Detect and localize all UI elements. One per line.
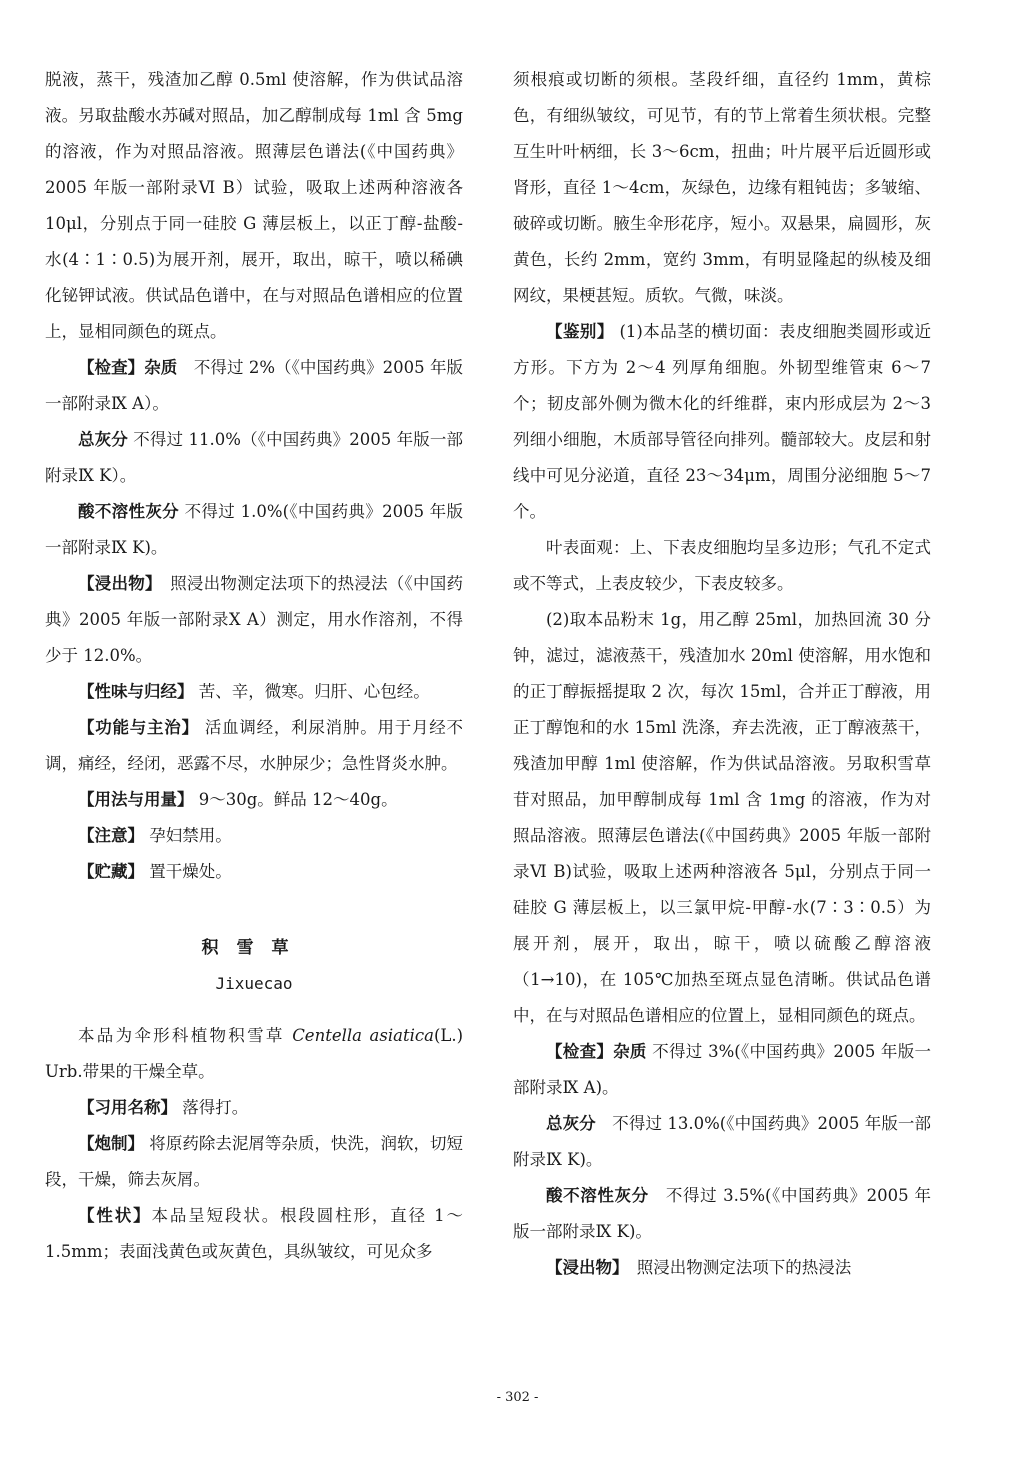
text-extract: 照浸出物测定法项下的热浸法（《中国药典》2005 年版一部附录Ⅹ A）测定，用水作溶剂，不得少于 12.0%。 [45,574,464,665]
paragraph-intro [45,1018,463,1090]
monograph-title-block [45,930,463,1002]
latin-name: Centella asiatica [292,1026,434,1045]
text-intro-a: 本品为伞形科植物积雪草 [78,1026,293,1045]
text-total-ash: 不得过 13.0%(《中国药典》2005 年版一部附录Ⅸ K)。 [513,1114,932,1169]
paragraph-extract [513,1250,931,1286]
label-total-ash: 总灰分 [546,1114,596,1133]
section-label-function: 【功能与主治】 [78,718,199,737]
paragraph-alias [45,1090,463,1126]
section-label-note: 【注意】 [78,826,144,845]
text-function: 活血调经，利尿消肿。用于月经不调，痛经，经闭，恶露不尽，水肿尿少；急性肾炎水肿。 [45,718,464,773]
label-impurity: 杂质 [144,358,178,377]
text-total-ash: 不得过 11.0%（《中国药典》2005 年版一部附录Ⅸ K）。 [45,430,463,485]
section-label-identification: 【鉴别】 [546,322,614,341]
paragraph-identification [513,314,931,530]
section-label-taste: 【性味与归经】 [78,682,194,701]
text-characteristics: 本品呈短段状。根段圆柱形，直径 1～1.5mm；表面浅黄色或灰黄色，具纵皱纹，可见众多 [45,1206,464,1261]
paragraph-note [45,818,463,854]
paragraph-tlc-identification-end: 脱液，蒸干，残渣加乙醇 0.5ml 使溶解，作为供试品溶液。另取盐酸水苏碱对照品，加乙醇制成每 1ml 含 5mg 的溶液，作为对照品溶液。照薄层色谱法(《中国药典》2005 年版一部附录Ⅵ B）试验，吸取上述两种溶液各 10μl，分别点于同一硅胶 G 薄层板上，以正丁醇-盐酸-水(4∶1∶0.5)为展开剂，展开，取出，晾干，喷以稀碘化铋钾试液。供试品色谱中，在与对照品色谱相应的位置上，显相同颜色的斑点。 [45,70,463,341]
paragraph-leaf-surface: 叶表面观：上、下表皮细胞均呈多边形；气孔不定式或不等式，上表皮较少，下表皮较多。 [513,538,931,593]
section-label-processing: 【炮制】 [78,1134,145,1153]
paragraph-tlc-identification: (2)取本品粉末 1g，用乙醇 25ml，加热回流 30 分钟，滤过，滤液蒸干，残渣加水 20ml 使溶解，用水饱和的正丁醇振摇提取 2 次，每次 15ml，合并正丁醇液，用正丁醇饱和的水 15ml 洗涤，弃去洗液，正丁醇液蒸干，残渣加甲醇 1ml 使溶解，作为供试品溶液。另取积雪草苷对照品，加甲醇制成每 1ml 含 1mg 的溶液，作为对照品溶液。照薄层色谱法(《中国药典》2005 年版一部附录Ⅵ B)试验，吸取上述两种溶液各 5μl，分别点于同一硅胶 G 薄层板上，以三氯甲烷-甲醇-水(7∶3∶0.5）为展开剂，展开，取出，晾干，喷以硫酸乙醇溶液（1→10)，在 105℃加热至斑点显色清晰。供试品色谱中，在与对照品色谱相应的位置上，显相同颜色的斑点。 [513,610,931,1025]
paragraph-usage [45,782,463,818]
paragraph-characteristics [45,1198,463,1270]
text-taste: 苦、辛，微寒。归肝、心包经。 [193,682,430,701]
text-acid-insoluble-ash: 不得过 3.5%(《中国药典》2005 年版一部附录Ⅸ K)。 [513,1186,931,1241]
left-column [45,62,463,1270]
right-column [513,62,931,1286]
paragraph-extract [45,566,463,674]
paragraph-check-impurity [513,1034,931,1106]
text-note: 孕妇禁用。 [144,826,232,845]
section-label-check: 【检查】 [546,1042,614,1061]
label-total-ash: 总灰分 [78,430,128,449]
label-acid-insoluble-ash: 酸不溶性灰分 [78,502,179,521]
text-alias: 落得打。 [177,1098,249,1117]
section-label-storage: 【贮藏】 [78,862,144,881]
section-label-usage: 【用法与用量】 [78,790,194,809]
monograph-pinyin: Jixuecao [215,974,293,993]
paragraph-storage [45,854,463,890]
paragraph-total-ash [45,422,463,494]
section-label-check: 【检查】 [78,358,145,377]
text-acid-insoluble-ash: 不得过 1.0%(《中国药典》2005 年版一部附录Ⅸ K)。 [45,502,463,557]
paragraph-function [45,710,463,782]
section-label-extract: 【浸出物】 [546,1258,621,1277]
monograph-title: 积雪草 [201,938,307,958]
paragraph-processing [45,1126,463,1198]
section-label-characteristics: 【性状】 [78,1206,152,1225]
section-label-extract: 【浸出物】 [78,574,154,593]
paragraph-acid-insoluble-ash [513,1178,931,1250]
paragraph-acid-insoluble-ash [45,494,463,566]
paragraph-total-ash [513,1106,931,1178]
label-acid-insoluble-ash: 酸不溶性灰分 [546,1186,649,1205]
text-processing: 将原药除去泥屑等杂质，快洗，润软，切短段，干燥，筛去灰屑。 [45,1134,463,1189]
section-label-alias: 【习用名称】 [78,1098,177,1117]
text-identification: (1)本品茎的横切面：表皮细胞类圆形或近方形。下方为 2～4 列厚角细胞。外韧型维管束 6～7 个；韧皮部外侧为微木化的纤维群，束内形成层为 2～3 列细小细胞，木质部导管径向排列。髓部较大。皮层和射线中可见分泌道，直径 23～34μm，周围分泌细胞 5～7 个。 [513,322,931,521]
label-impurity: 杂质 [613,1042,647,1061]
text-extract: 照浸出物测定法项下的热浸法 [620,1258,852,1277]
text-usage: 9～30g。鲜品 12～40g。 [193,790,398,809]
text-storage: 置干燥处。 [144,862,232,881]
text-intro-b: (L.) Urb.带果的干燥全草。 [45,1026,464,1081]
paragraph-taste-meridian [45,674,463,710]
text-impurity: 不得过 2%（《中国药典》2005 年版一部附录Ⅸ A）。 [45,358,464,413]
page-number: - 302 - [496,1390,539,1405]
paragraph-check-impurity [45,350,463,422]
text-impurity: 不得过 3%(《中国药典》2005 年版一部附录Ⅸ A)。 [513,1042,931,1097]
paragraph-characteristics-cont: 须根痕或切断的须根。茎段纤细，直径约 1mm，黄棕色，有细纵皱纹，可见节，有的节上常着生须状根。完整互生叶叶柄细，长 3～6cm，扭曲；叶片展平后近圆形或肾形，直径 1～4cm，灰绿色，边缘有粗钝齿；多皱缩、破碎或切断。腋生伞形花序，短小。双悬果，扁圆形，灰黄色，长约 2mm，宽约 3mm，有明显隆起的纵棱及细网纹，果梗甚短。质软。气微，味淡。 [513,70,931,305]
